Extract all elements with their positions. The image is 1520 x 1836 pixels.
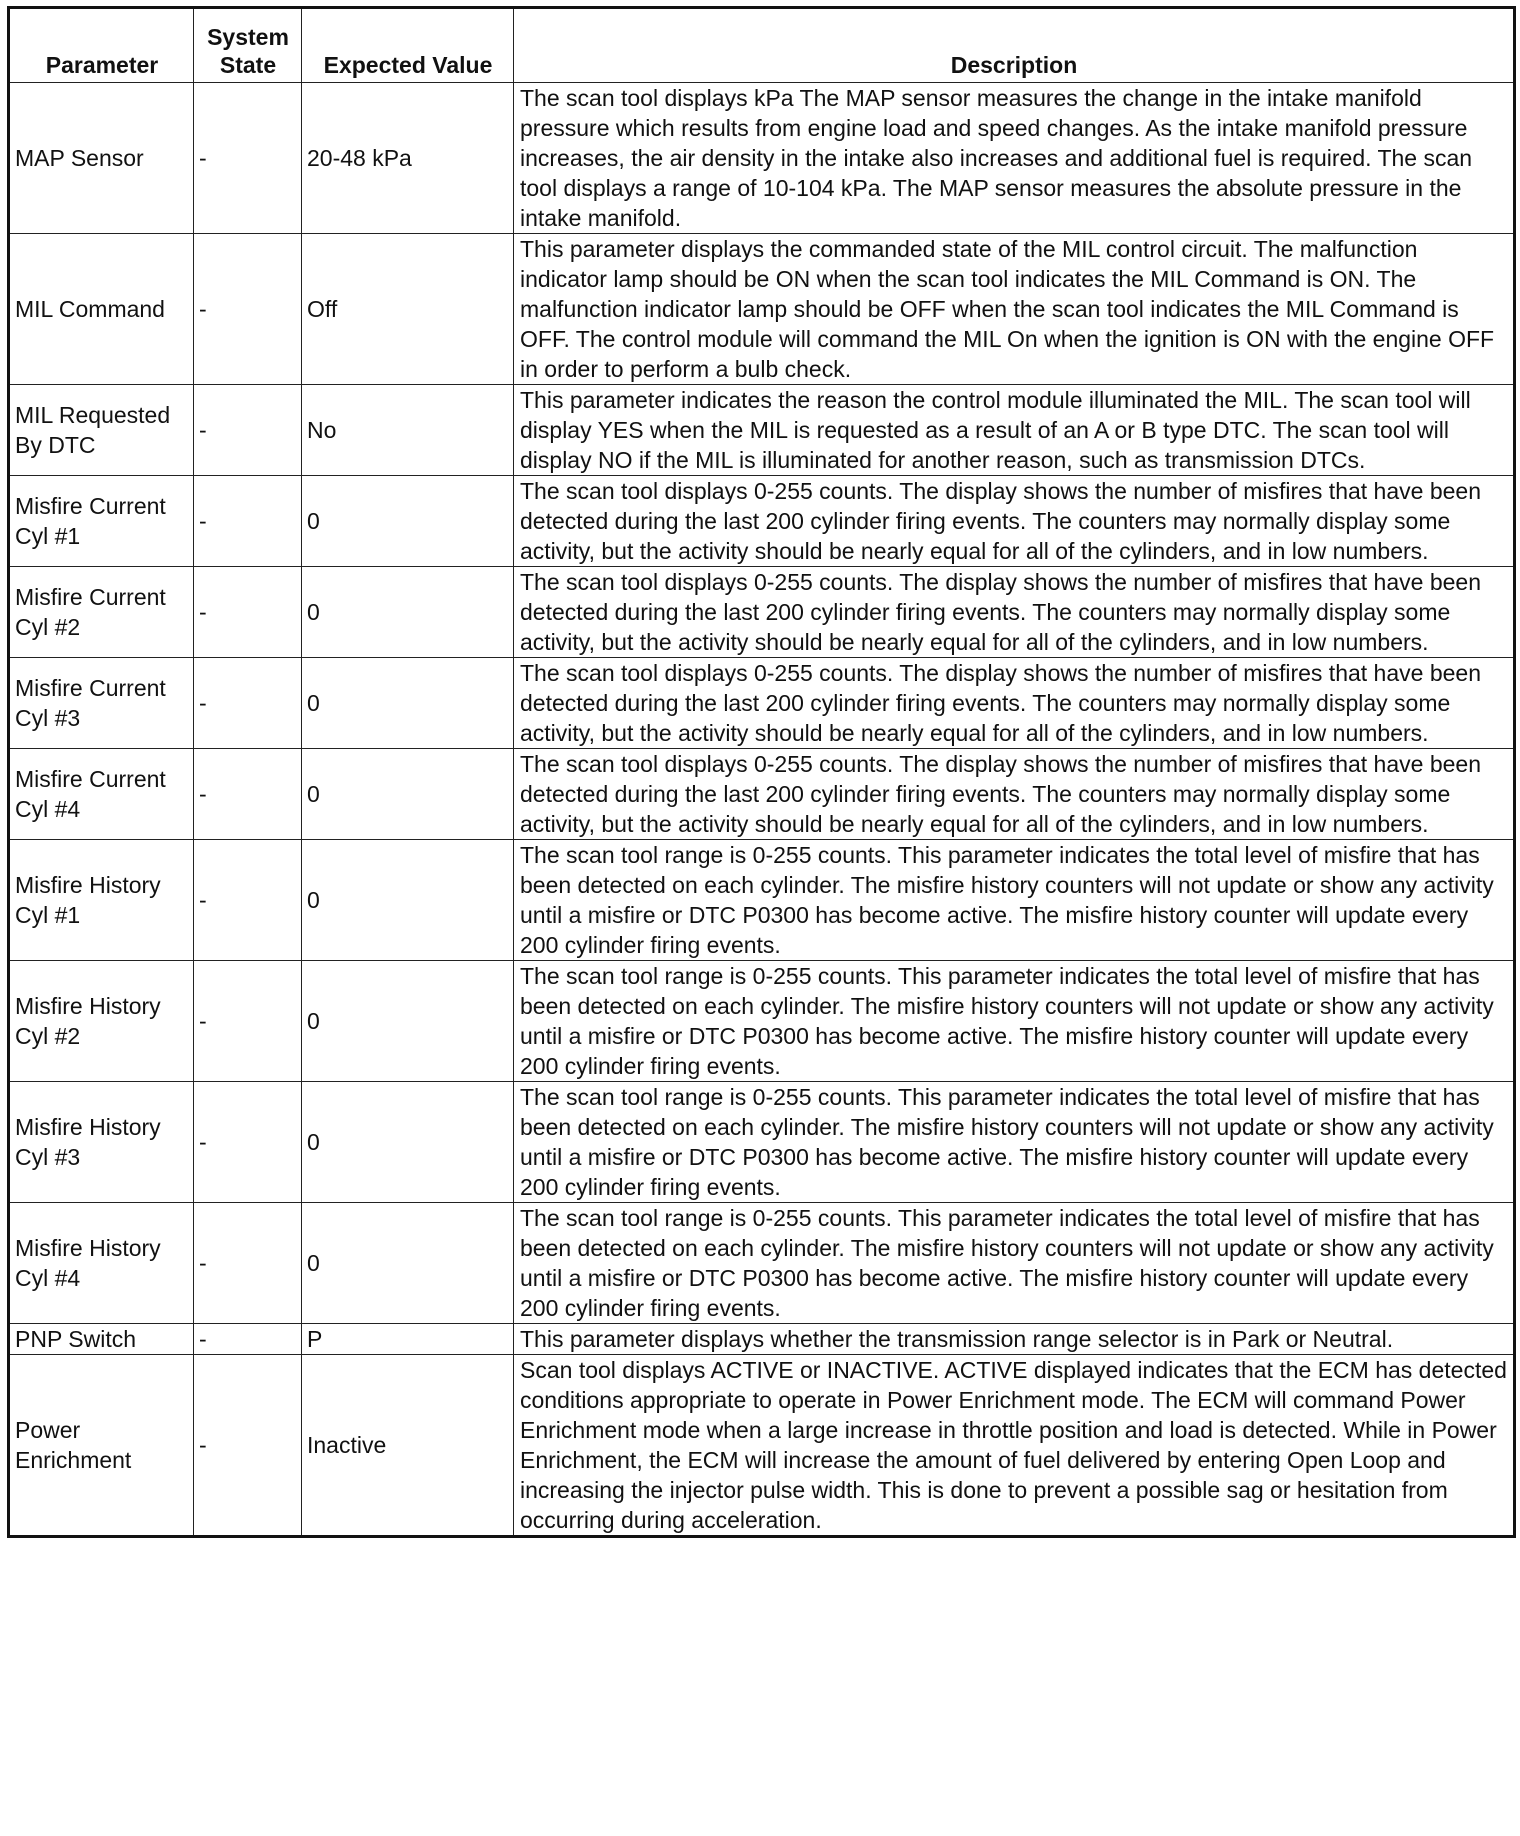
- system-state-cell: -: [194, 1082, 302, 1203]
- description-cell: Scan tool displays ACTIVE or INACTIVE. ACTIVE displayed indicates that the ECM has detected conditions appropriate to operate in Power Enrichment mode. The ECM will command Power Enrichment mode when a large increase in throttle position and load is detected. While in Power Enrichment, the ECM will increase the amount of fuel delivered by entering Open Loop and increasing the injector pulse width. This is done to prevent a possible sag or hesitation from occurring during acceleration.: [514, 1355, 1515, 1537]
- description-cell: This parameter indicates the reason the control module illuminated the MIL. The scan tool will display YES when the MIL is requested as a result of an A or B type DTC. The scan tool will display NO if the MIL is illuminated for another reason, such as transmission DTCs.: [514, 385, 1515, 476]
- system-state-cell: -: [194, 1324, 302, 1355]
- description-cell: The scan tool range is 0-255 counts. This parameter indicates the total level of misfire that has been detected on each cylinder. The misfire history counters will not update or show any activity until a misfire or DTC P0300 has become active. The misfire history counter will update every 200 cylinder firing events.: [514, 1203, 1515, 1324]
- expected-value-cell: 0: [302, 1203, 514, 1324]
- header-description: Description: [514, 8, 1515, 83]
- table-row: [9, 234, 1515, 385]
- parameter-cell: Misfire History Cyl #3: [9, 1082, 194, 1203]
- description-cell: The scan tool range is 0-255 counts. This parameter indicates the total level of misfire that has been detected on each cylinder. The misfire history counters will not update or show any activity until a misfire or DTC P0300 has become active. The misfire history counter will update every 200 cylinder firing events.: [514, 840, 1515, 961]
- parameter-cell: MAP Sensor: [9, 83, 194, 234]
- description-cell: The scan tool displays 0-255 counts. The display shows the number of misfires that have been detected during the last 200 cylinder firing events. The counters may normally display some activity, but the activity should be nearly equal for all of the cylinders, and in low numbers.: [514, 476, 1515, 567]
- parameter-cell: PNP Switch: [9, 1324, 194, 1355]
- parameter-cell: Misfire History Cyl #4: [9, 1203, 194, 1324]
- table-row: [9, 749, 1515, 840]
- parameter-cell: Misfire History Cyl #2: [9, 961, 194, 1082]
- parameter-cell: Power Enrichment: [9, 1355, 194, 1537]
- parameter-cell: Misfire History Cyl #1: [9, 840, 194, 961]
- description-cell: The scan tool range is 0-255 counts. This parameter indicates the total level of misfire that has been detected on each cylinder. The misfire history counters will not update or show any activity until a misfire or DTC P0300 has become active. The misfire history counter will update every 200 cylinder firing events.: [514, 1082, 1515, 1203]
- expected-value-cell: 0: [302, 1082, 514, 1203]
- expected-value-cell: No: [302, 385, 514, 476]
- table-row: [9, 961, 1515, 1082]
- table-row: [9, 658, 1515, 749]
- table-row: [9, 567, 1515, 658]
- parameter-cell: Misfire Current Cyl #2: [9, 567, 194, 658]
- expected-value-cell: 0: [302, 961, 514, 1082]
- expected-value-cell: 0: [302, 476, 514, 567]
- system-state-cell: -: [194, 1355, 302, 1537]
- table-row: [9, 1082, 1515, 1203]
- system-state-cell: -: [194, 658, 302, 749]
- expected-value-cell: Off: [302, 234, 514, 385]
- table-row: [9, 476, 1515, 567]
- parameter-cell: Misfire Current Cyl #4: [9, 749, 194, 840]
- table-row: [9, 83, 1515, 234]
- table-row: [9, 840, 1515, 961]
- document-page: [7, 6, 1513, 1538]
- system-state-cell: -: [194, 961, 302, 1082]
- parameter-cell: Misfire Current Cyl #1: [9, 476, 194, 567]
- system-state-cell: -: [194, 567, 302, 658]
- expected-value-cell: Inactive: [302, 1355, 514, 1537]
- system-state-cell: -: [194, 749, 302, 840]
- expected-value-cell: 0: [302, 567, 514, 658]
- parameter-cell: MIL Command: [9, 234, 194, 385]
- system-state-cell: -: [194, 83, 302, 234]
- description-cell: The scan tool displays 0-255 counts. The display shows the number of misfires that have been detected during the last 200 cylinder firing events. The counters may normally display some activity, but the activity should be nearly equal for all of the cylinders, and in low numbers.: [514, 567, 1515, 658]
- expected-value-cell: 20-48 kPa: [302, 83, 514, 234]
- header-expected-value: Expected Value: [302, 8, 514, 83]
- description-cell: This parameter displays whether the transmission range selector is in Park or Neutral.: [514, 1324, 1515, 1355]
- expected-value-cell: P: [302, 1324, 514, 1355]
- header-system-state: System State: [194, 8, 302, 83]
- expected-value-cell: 0: [302, 658, 514, 749]
- table-row: [9, 1203, 1515, 1324]
- table-row: [9, 1355, 1515, 1537]
- system-state-cell: -: [194, 840, 302, 961]
- parameter-cell: Misfire Current Cyl #3: [9, 658, 194, 749]
- description-cell: The scan tool displays 0-255 counts. The display shows the number of misfires that have been detected during the last 200 cylinder firing events. The counters may normally display some activity, but the activity should be nearly equal for all of the cylinders, and in low numbers.: [514, 658, 1515, 749]
- table-row: [9, 1324, 1515, 1355]
- system-state-cell: -: [194, 476, 302, 567]
- system-state-cell: -: [194, 385, 302, 476]
- table-header-row: [9, 8, 1515, 83]
- expected-value-cell: 0: [302, 840, 514, 961]
- parameter-cell: MIL Requested By DTC: [9, 385, 194, 476]
- description-cell: This parameter displays the commanded state of the MIL control circuit. The malfunction indicator lamp should be ON when the scan tool indicates the MIL Command is ON. The malfunction indicator lamp should be OFF when the scan tool indicates the MIL Command is OFF. The control module will command the MIL On when the ignition is ON with the engine OFF in order to perform a bulb check.: [514, 234, 1515, 385]
- description-cell: The scan tool displays 0-255 counts. The display shows the number of misfires that have been detected during the last 200 cylinder firing events. The counters may normally display some activity, but the activity should be nearly equal for all of the cylinders, and in low numbers.: [514, 749, 1515, 840]
- expected-value-cell: 0: [302, 749, 514, 840]
- scan-tool-data-table: [7, 6, 1516, 1538]
- system-state-cell: -: [194, 234, 302, 385]
- table-row: [9, 385, 1515, 476]
- system-state-cell: -: [194, 1203, 302, 1324]
- description-cell: The scan tool displays kPa The MAP sensor measures the change in the intake manifold pressure which results from engine load and speed changes. As the intake manifold pressure increases, the air density in the intake also increases and additional fuel is required. The scan tool displays a range of 10-104 kPa. The MAP sensor measures the absolute pressure in the intake manifold.: [514, 83, 1515, 234]
- header-parameter: Parameter: [9, 8, 194, 83]
- description-cell: The scan tool range is 0-255 counts. This parameter indicates the total level of misfire that has been detected on each cylinder. The misfire history counters will not update or show any activity until a misfire or DTC P0300 has become active. The misfire history counter will update every 200 cylinder firing events.: [514, 961, 1515, 1082]
